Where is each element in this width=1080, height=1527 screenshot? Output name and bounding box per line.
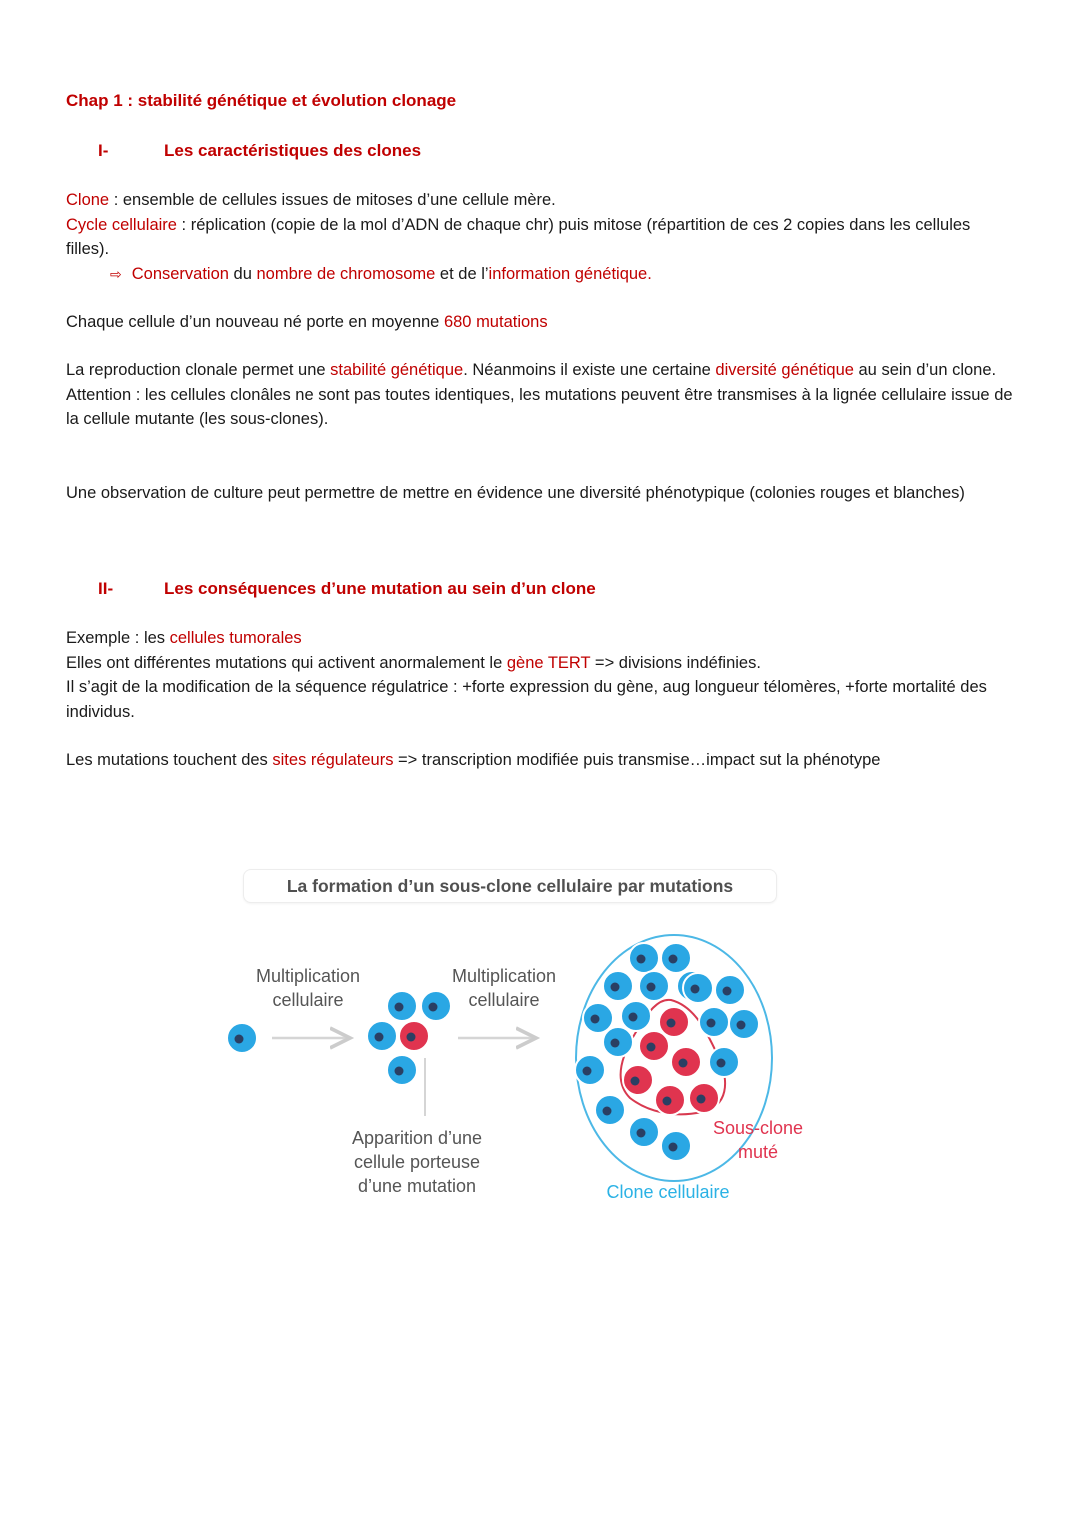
normal-cell — [729, 1009, 759, 1039]
label-multiplication-1 — [238, 964, 378, 1012]
regulators-text-1: Les mutations touchent des — [66, 751, 273, 769]
chapter-title: Chap 1 : stabilité génétique et évolution clonage — [66, 91, 457, 110]
example-text: Exemple : les — [66, 629, 170, 647]
normal-cell — [715, 975, 745, 1005]
normal-cell — [387, 991, 417, 1021]
stability-text-3: au sein d’un clone. — [853, 361, 997, 379]
normal-cell — [621, 1001, 651, 1031]
regulators-text-2: => transcription modifiée puis transmise…impact sut la phénotype — [393, 751, 881, 769]
label-mult1-line1: Multiplication — [255, 966, 361, 986]
observation-paragraph — [66, 481, 1016, 506]
normal-cell — [699, 1007, 729, 1037]
definitions-block — [66, 188, 1016, 286]
section-2-number: II- — [98, 579, 114, 598]
regulatory-sites-highlight: sites régulateurs — [272, 751, 394, 769]
cells-diagram — [216, 860, 836, 1220]
section-2-title: Les conséquences d’une mutation au sein d’un clone — [164, 579, 596, 598]
clone-definition-text: : ensemble de cellules issues de mitoses d’une cellule mère. — [109, 191, 556, 209]
clone-term: Clone — [66, 191, 110, 209]
label-multiplication-2 — [434, 964, 574, 1012]
normal-cell — [227, 1023, 257, 1053]
clone-definition — [66, 188, 1016, 213]
label-clone: Clone cellulaire — [606, 1182, 730, 1202]
label-subclone-line2: muté — [737, 1142, 779, 1162]
chromosome-number-term: nombre de chromosome — [256, 264, 436, 283]
mutant-cell — [639, 1031, 669, 1061]
normal-cell — [595, 1095, 625, 1125]
mutant-cell — [689, 1083, 719, 1113]
label-apparition-line3: d’une mutation — [357, 1176, 477, 1196]
normal-cell — [629, 943, 659, 973]
normal-cell — [639, 971, 669, 1001]
example-line-3: Il s’agit de la modification de la séquence régulatrice : +forte expression du gène, aug longueur télomères, +forte mortalité des individus. — [66, 678, 987, 721]
mutant-cell — [623, 1065, 653, 1095]
example-line-2-end: => divisions indéfinies. — [590, 653, 761, 672]
subclone-figure — [216, 860, 836, 1220]
normal-cell — [661, 943, 691, 973]
mutant-cell — [671, 1047, 701, 1077]
mutant-cell — [655, 1085, 685, 1115]
mutations-highlight: 680 mutations — [443, 313, 548, 331]
arrow-right-icon: ⇨ — [110, 265, 122, 282]
label-apparition-line1: Apparition d’une — [351, 1128, 483, 1148]
normal-cell — [583, 1003, 613, 1033]
example-paragraph — [66, 626, 1016, 724]
tumor-cells-highlight: cellules tumorales — [169, 629, 302, 647]
label-subclone-line1: Sous-clone — [712, 1118, 804, 1138]
section-1-number: I- — [98, 141, 109, 160]
stability-highlight: stabilité génétique — [330, 361, 464, 379]
normal-cell — [629, 1117, 659, 1147]
normal-cell — [575, 1055, 605, 1085]
normal-cell — [603, 1027, 633, 1057]
conservation-term: Conservation — [131, 264, 229, 283]
mutant-cell — [399, 1021, 429, 1051]
regulators-paragraph — [66, 748, 1016, 773]
observation-text: Une observation de culture peut permettre de mettre en évidence une diversité phénotypique (colonies rouges et blanches) — [66, 484, 965, 502]
label-mult1-line2: cellulaire — [272, 990, 344, 1010]
stability-paragraph — [66, 358, 1016, 432]
mutant-cell — [659, 1007, 689, 1037]
normal-cell — [683, 973, 713, 1003]
example-line-2-text: Elles ont différentes mutations qui activent anormalement le — [66, 653, 507, 672]
diversity-highlight: diversité génétique — [715, 361, 854, 379]
normal-cell — [709, 1047, 739, 1077]
normal-cell — [661, 1131, 691, 1161]
label-mult2-line1: Multiplication — [451, 966, 557, 986]
normal-cell — [387, 1055, 417, 1085]
label-subclone — [700, 1116, 816, 1164]
figure-title: La formation d’un sous-clone cellulaire par mutations — [243, 869, 777, 903]
label-apparition — [332, 1126, 502, 1198]
cycle-term: Cycle cellulaire — [66, 215, 177, 234]
normal-cell — [367, 1021, 397, 1051]
attention-note: Attention : les cellules clonâles ne sont pas toutes identiques, les mutations peuvent être transmises à la lignée cellulaire issue de la cellule mutante (les sous-clones). — [66, 385, 1013, 428]
genetic-info-term: information génétique. — [488, 264, 652, 283]
cycle-definition-text: : réplication (copie de la mol d’ADN de chaque chr) puis mitose (répartition de ces 2 copies dans les cellules filles). — [66, 215, 971, 258]
conservation-line — [66, 262, 1016, 287]
normal-cell — [603, 971, 633, 1001]
stability-text-1: La reproduction clonale permet une — [66, 361, 331, 379]
mutations-text: Chaque cellule d’un nouveau né porte en moyenne — [66, 313, 444, 331]
section-1-title: Les caractéristiques des clones — [164, 141, 422, 160]
tert-gene-highlight: gène TERT — [506, 653, 591, 672]
stability-text-2: . Néanmoins il existe une certaine — [463, 361, 716, 379]
conservation-text: du — [228, 264, 257, 283]
cycle-definition — [66, 213, 1016, 262]
label-apparition-line2: cellule porteuse — [353, 1152, 481, 1172]
conservation-text-2: et de l’ — [435, 264, 489, 283]
mutations-count-line — [66, 310, 1016, 335]
label-mult2-line2: cellulaire — [468, 990, 540, 1010]
